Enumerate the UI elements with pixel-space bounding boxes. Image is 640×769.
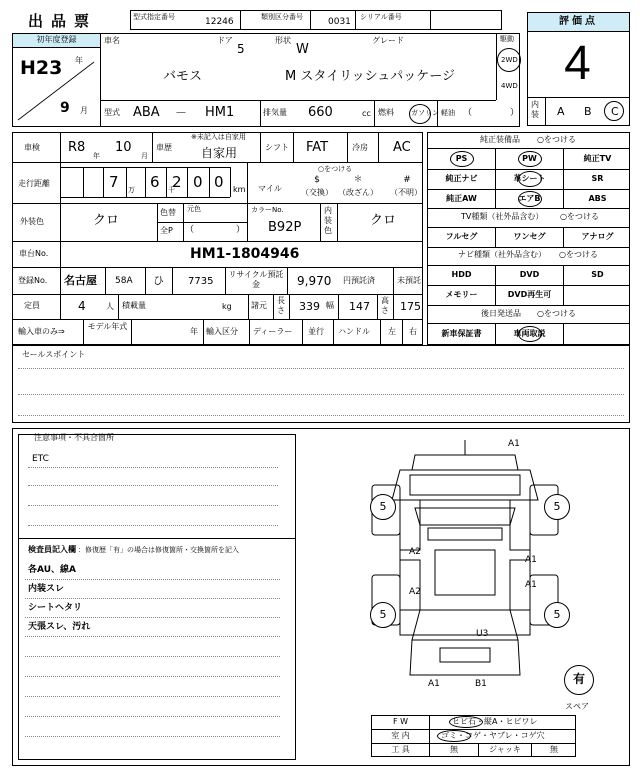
width-label: 幅 <box>326 301 334 310</box>
equipment-item-0-0: PS <box>455 154 468 163</box>
shape-label: 形状 <box>275 36 291 45</box>
tv-title: TV種類（社外品含む） <box>461 212 544 221</box>
model-year-label: モデル年式 <box>87 322 128 331</box>
inspection-year-unit: 年 <box>93 152 100 160</box>
mileage-digit-5: 0 <box>214 173 224 191</box>
equipment-item-0-0-circle <box>450 151 474 167</box>
equipment-item-1-2: SR <box>591 174 604 183</box>
sales-point-box <box>12 345 630 423</box>
damage-a1-right2: A1 <box>525 580 537 590</box>
interior-grade-circle <box>604 101 624 121</box>
nav-circle-note: ○をつける <box>559 250 598 259</box>
katashiki-dash: － <box>175 106 188 120</box>
interior-grade-a: A <box>557 105 565 118</box>
interior-color-label: 内装色 <box>324 206 332 235</box>
capacity-label: 定員 <box>24 301 40 310</box>
fw-value: ヒビ石・縦A・ヒビワレ <box>452 717 538 726</box>
registration-class: 58A <box>115 276 133 286</box>
inspection-month-unit: 月 <box>141 152 148 160</box>
fuel-diesel: 軽油 <box>441 109 455 117</box>
dims-label: 諸元 <box>251 301 267 310</box>
equipment-item-0-1: PW <box>522 154 537 163</box>
car-grade: M スタイリッシュパッケージ <box>285 69 456 84</box>
orig-paren-close: ） <box>236 225 246 235</box>
exterior-color-value: クロ <box>93 213 120 228</box>
fuel-label: 燃料 <box>378 108 394 117</box>
first-reg-era-year: H23 <box>20 57 63 79</box>
interior-cond-circle <box>437 730 471 742</box>
serial-label: シリアル番号 <box>360 13 402 21</box>
nav-item2-0: メモリー <box>445 290 478 299</box>
notes-title: 注意事項・不具合箇所 <box>34 433 114 442</box>
interior-grade-label: 内装 <box>531 100 539 119</box>
fuel-gasoline: ガソリン <box>411 109 439 117</box>
tools-value: 無 <box>450 745 458 754</box>
inspector-line-2: 内装スレ <box>28 584 65 594</box>
displacement-unit: cc <box>362 109 371 118</box>
registration-kana: ひ <box>153 274 164 287</box>
capacity-unit: 人 <box>106 302 114 311</box>
nav-item-1: DVD <box>519 270 540 279</box>
altered-label: （改ざん） <box>338 188 378 197</box>
recycle-label: リサイクル預託金 <box>228 270 284 289</box>
shift-value: FAT <box>306 140 329 155</box>
equipment-circle-note: ○をつける <box>537 135 576 144</box>
later-item-1: 車両取説 <box>513 329 546 338</box>
full-paint-label: 全P <box>160 226 173 235</box>
height-value: 175 <box>400 300 421 313</box>
parallel-label: 並行 <box>308 327 324 336</box>
nav-item-0: HDD <box>451 270 472 279</box>
equipment-item-2-1-circle <box>518 191 542 207</box>
fw-label: F W <box>392 717 409 726</box>
spare-value: 有 <box>572 672 585 686</box>
interior-cond-value: ゴミ・コゲ・ヤブレ・コゲ穴 <box>441 731 545 740</box>
registration-number: 7735 <box>188 276 214 287</box>
mileage-digit-4: 0 <box>193 173 203 191</box>
orig-color-label: 元色 <box>187 205 201 213</box>
drive-2wd-circle <box>497 48 521 72</box>
later-item-1-circle <box>518 326 542 342</box>
history-label: 車歴 <box>156 143 172 152</box>
shift-label: シフト <box>265 143 289 152</box>
length-value: 339 <box>299 300 320 313</box>
star-symbol: ＊ <box>353 175 363 185</box>
registration-city: 名古屋 <box>64 274 97 287</box>
capacity-value: 4 <box>78 299 86 313</box>
ac-value: AC <box>393 140 411 155</box>
drive-4wd: 4WD <box>501 82 518 90</box>
katashiki-label: 型式 <box>104 108 120 117</box>
equipment-item-1-1: 革シート <box>513 174 546 183</box>
import-label: 輸入車のみ⇒ <box>18 327 65 336</box>
chassis-value: HM1-1804946 <box>190 246 300 262</box>
damage-a1-bottom: A1 <box>428 679 440 689</box>
displacement-label: 排気量 <box>263 108 287 117</box>
interior-grade-b: B <box>584 105 592 118</box>
orig-paren-open: （ <box>185 225 195 235</box>
tire-fl-value: 5 <box>379 500 387 513</box>
equipment-item-2-1: エアB <box>518 194 541 203</box>
score-label: 評価点 <box>559 16 598 27</box>
tools-label: 工 具 <box>391 745 410 754</box>
color-no-value: B92P <box>268 220 302 235</box>
later-circle-note: ○をつける <box>537 309 576 318</box>
tv-circle-note: ○をつける <box>560 212 599 221</box>
equipment-item-0-1-circle <box>518 151 542 167</box>
fuel-circle <box>409 104 431 124</box>
shape-value: W <box>296 42 309 57</box>
category-value: 0031 <box>328 17 351 27</box>
recycle-value: 9,970 <box>297 274 332 288</box>
mileage-digit-3: 2 <box>172 173 182 191</box>
equipment-item-2-2: ABS <box>588 194 607 203</box>
jack-label: ジャッキ <box>489 745 521 754</box>
color-no-label: カラーNo. <box>251 206 284 214</box>
interior-grade-c: C <box>611 105 619 118</box>
model-year-unit: 年 <box>190 327 198 336</box>
equipment-item-1-0: 純正ナビ <box>445 174 478 183</box>
mileage-digit-2: 6 <box>150 173 160 191</box>
notes-inner <box>18 434 296 760</box>
hash-symbol: # <box>403 175 411 185</box>
right-label: 右 <box>409 327 417 336</box>
first-reg-label: 初年度登録 <box>36 35 77 44</box>
notes-line-1: ETC <box>32 454 49 464</box>
first-reg-month: 9 <box>60 100 70 116</box>
jack-value: 無 <box>550 745 558 754</box>
mile-label: マイル <box>258 184 282 193</box>
drive-2wd: 2WD <box>501 56 518 64</box>
unpaid-label: 未預託 <box>397 276 421 285</box>
equipment-item-2-0: 純正AW <box>446 194 477 203</box>
handle-label: ハンドル <box>338 327 370 336</box>
model-designation-label: 型式指定番号 <box>133 13 175 21</box>
history-value: 自家用 <box>201 146 238 160</box>
car-diagram <box>360 440 570 685</box>
score-value: 4 <box>564 37 591 90</box>
dollar-symbol: $ <box>314 175 320 185</box>
mileage-label: 走行距離 <box>18 179 50 188</box>
left-label: 左 <box>388 327 396 336</box>
history-note: ※未記入は自家用 <box>191 133 246 141</box>
sales-point-label: セールスポイント <box>22 350 86 359</box>
length-label: 長さ <box>277 296 285 315</box>
katashiki-prefix: ABA <box>133 105 160 120</box>
damage-a1-right1: A1 <box>525 555 537 565</box>
inspection-month: 10 <box>115 140 132 155</box>
header-strip <box>130 10 502 30</box>
load-label: 積載量 <box>122 301 146 310</box>
tv-item-0: フルセグ <box>445 232 478 241</box>
fw-circle <box>449 716 483 728</box>
interior-color-value: クロ <box>370 213 397 228</box>
height-label: 高さ <box>381 296 389 315</box>
car-name-label: 車名 <box>104 36 120 45</box>
damage-a1-top: A1 <box>508 439 520 449</box>
later-item-0: 新車保証書 <box>441 329 482 338</box>
later-title: 後日発送品 <box>481 309 521 318</box>
dealer-label: ディーラー <box>253 327 293 336</box>
tv-item-1: ワンセグ <box>513 232 546 241</box>
mileage-unit: km <box>233 185 246 194</box>
damage-b1-bottom: B1 <box>475 679 487 689</box>
tire-rl-value: 5 <box>379 608 387 621</box>
equipment-title: 純正装備品 <box>480 135 520 144</box>
fuel-paren-close: ） <box>510 108 520 118</box>
ac-label: 冷房 <box>352 143 368 152</box>
inspector-note: ：修復歴「有」の場合は修復箇所・交換箇所を記入 <box>78 546 239 554</box>
load-unit: kg <box>222 302 232 311</box>
mileage-sen: 千 <box>168 186 175 194</box>
inspector-title: 検査員記入欄 <box>28 545 76 554</box>
damage-a2-left1: A2 <box>409 547 421 557</box>
unknown-label: （不明） <box>390 188 422 197</box>
car-name: バモス <box>163 69 203 84</box>
model-designation-value: 12246 <box>205 17 234 27</box>
damage-u3: U3 <box>476 629 489 639</box>
drive-label: 駆動 <box>500 35 514 43</box>
width-value: 147 <box>349 300 370 313</box>
tv-item-2: アナログ <box>581 232 614 241</box>
first-reg-year-unit: 年 <box>75 56 83 65</box>
grade-label: グレード <box>372 36 404 45</box>
spare-label: スペア <box>565 702 589 711</box>
katashiki-value: HM1 <box>205 105 235 120</box>
exchange-label: （交換） <box>301 188 333 197</box>
inspector-line-4: 天張スレ、汚れ <box>28 622 91 632</box>
category-label: 類別区分番号 <box>261 13 303 21</box>
doors-label: ドア <box>217 36 233 45</box>
damage-a2-left2: A2 <box>409 587 421 597</box>
first-reg-month-unit: 月 <box>80 106 88 115</box>
nav-title: ナビ種類（社外品含む） <box>458 250 546 259</box>
recycle-unit: 円預託済 <box>343 276 375 285</box>
doors-value: 5 <box>237 42 245 56</box>
registration-label: 登録No. <box>18 276 48 285</box>
equipment-item-0-2: 純正TV <box>583 154 612 163</box>
tire-fr-value: 5 <box>553 500 561 513</box>
equipment-item-1-1-circle <box>518 171 542 187</box>
inspection-value: R8 <box>68 140 86 155</box>
inspection-label: 車検 <box>24 143 40 152</box>
details-table <box>12 132 423 345</box>
mileage-digit-1: 7 <box>109 173 119 191</box>
inspector-line-1: 各AU、線A <box>28 565 76 575</box>
import-category-label: 輸入区分 <box>206 327 238 336</box>
inspector-line-3: シートヘタリ <box>28 603 83 613</box>
tire-rr-value: 5 <box>553 608 561 621</box>
color-change-label: 色替 <box>160 208 176 217</box>
chassis-label: 車台No. <box>19 249 49 258</box>
exterior-color-label: 外装色 <box>20 217 44 226</box>
interior-cond-label: 室 内 <box>391 731 410 740</box>
mileage-man: 万 <box>128 186 135 194</box>
displacement-value: 660 <box>308 105 333 120</box>
nav-item2-1: DVD再生可 <box>507 290 552 299</box>
page-title: 出品票 <box>28 12 98 30</box>
fuel-paren-open: （ <box>463 108 473 118</box>
nav-item-2: SD <box>591 270 604 279</box>
mileage-check-note: ○をつける <box>318 165 353 173</box>
